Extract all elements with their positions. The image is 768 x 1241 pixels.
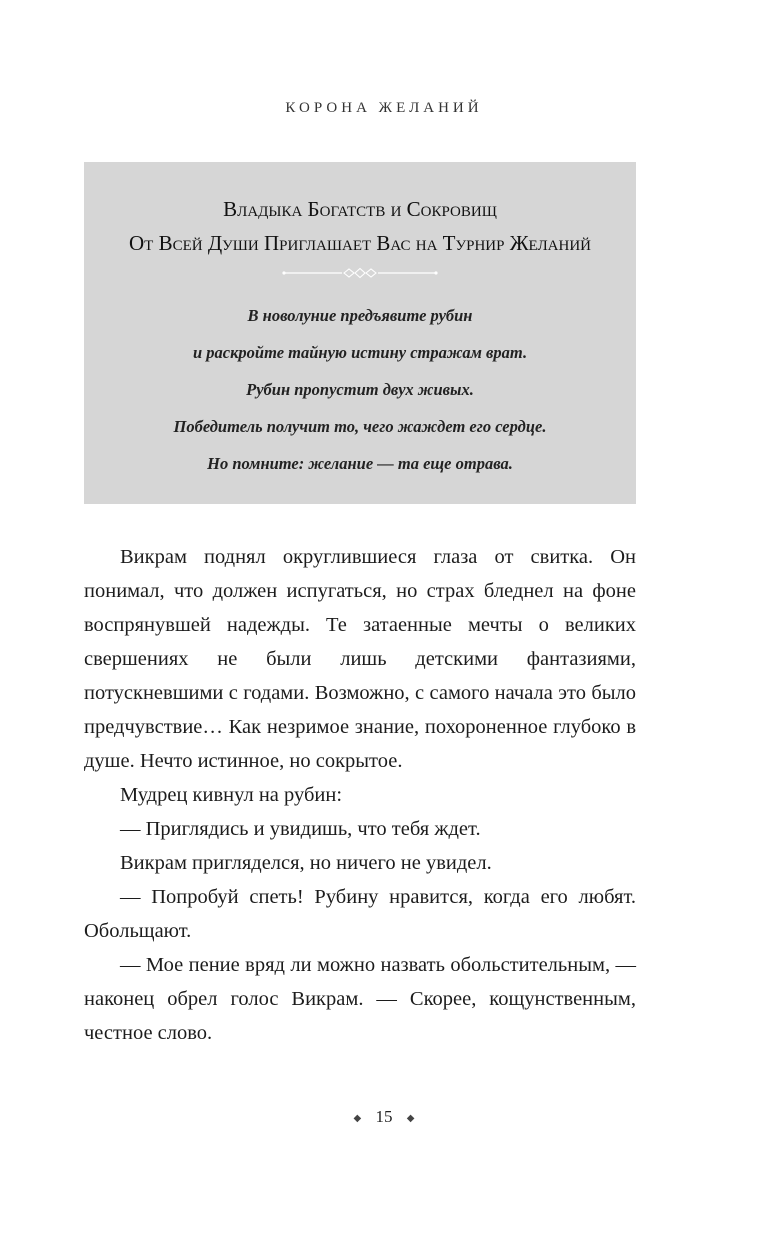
body-text: [84, 540, 636, 1050]
paragraph: Викрам поднял округлившиеся глаза от свитка. Он понимал, что должен испугаться, но страх бледнел на фоне воспрянувшей надежды. Те затаенные мечты о великих свершениях не были лишь детскими фантазиями, потускневшими с годами. Возможно, с самого начала это было предчувствие… Как незримое знание, похороненное глубоко в душе. Нечто истинное, но сокрытое.: [84, 546, 636, 772]
paragraph: — Попробуй спеть! Рубину нравится, когда его любят. Обольщают.: [84, 886, 636, 942]
folio-left-mark-icon: ◆: [353, 1112, 362, 1124]
invitation-line: В новолуние предъявите рубин: [247, 306, 473, 325]
paragraph: Мудрец кивнул на рубин:: [120, 784, 343, 806]
ornament-divider-icon: [280, 266, 440, 280]
paragraph: — Приглядись и увидишь, что тебя ждет.: [120, 818, 481, 840]
invitation-title-line-1: Владыка Богатств и Сокровищ: [223, 197, 497, 221]
invitation-line: Но помните: желание — та еще отрава.: [207, 454, 513, 473]
running-head: КОРОНА ЖЕЛАНИЙ: [285, 100, 483, 116]
paragraph: Викрам пригляделся, но ничего не увидел.: [120, 852, 492, 874]
page-number: 15: [375, 1107, 393, 1126]
invitation-lines: [84, 297, 636, 482]
invitation-box: [84, 162, 636, 504]
invitation-line: Рубин пропустит двух живых.: [246, 380, 474, 399]
page-footer: [0, 1107, 768, 1127]
paragraph: — Мое пение вряд ли можно назвать обольстительным, — наконец обрел голос Викрам. — Скорее, кощунственным, честное слово.: [84, 954, 636, 1044]
invitation-line: Победитель получит то, чего жаждет его сердце.: [173, 417, 547, 436]
invitation-title-line-2: От Всей Души Приглашает Вас на Турнир Желаний: [128, 231, 592, 255]
folio-right-mark-icon: ◆: [406, 1112, 415, 1124]
invitation-line: и раскройте тайную истину стражам врат.: [192, 343, 528, 362]
invitation-title: [84, 192, 636, 260]
